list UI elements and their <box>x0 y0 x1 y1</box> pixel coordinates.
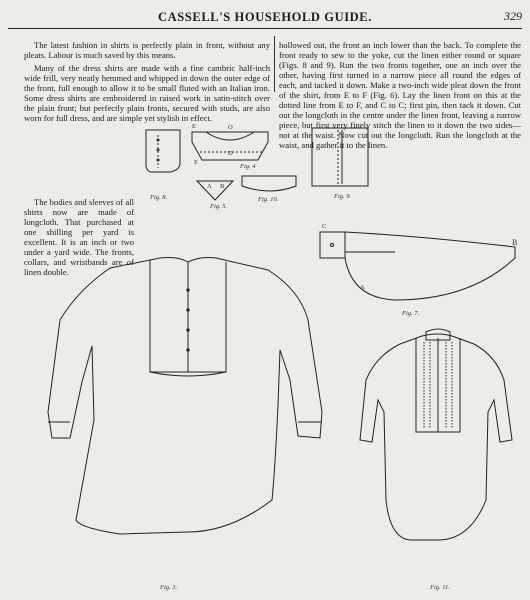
caption-fig4: Fig. 4 <box>240 163 256 170</box>
page-header-title: CASSELL'S HOUSEHOLD GUIDE. <box>158 10 372 24</box>
caption-fig5: Fig. 5. <box>210 203 228 210</box>
fig5-gusset <box>197 181 233 200</box>
diagram-letter: A <box>360 284 365 291</box>
diagram-letter: A <box>207 183 212 190</box>
caption-fig7: Fig. 7. <box>402 310 420 317</box>
paragraph: The bodies and sleeves of all shirts now are made of longcloth. That purchased at one shilling per yard is excellent. It is an inch or two under a yard wide. The fronts, collars, and wristbands are of linen double. <box>24 197 134 277</box>
paragraph: Many of the dress shirts are made with a fine cambric half-inch wide frill, very neatly hemmed and whipped in down the outer edge of the front, full enough to allow it to be small fluted with an Italian iron. Some dress shirts are embroidered in raised work in satin-stitch over the plain front; but perfectly plain fronts, secured with studs, are also worn for full dress, and are simple yet stylish in effect. <box>24 63 270 123</box>
paragraph: hollowed out, the front an inch lower than the back. To complete the front ready to sew to the yoke, cut the linen either round or square (Figs. 8 and 9). Run the two fronts together, one an inch over the other, having first turned in a narrow piece all round the edges of each, and tacked it down. Make a two-inch wide pleat down the front of the shirt, from E to F (Fig. 6). Lay the linen front on this at the dotted line from E to F, and C to C; first pin, then tack it down. Cut out the longcloth in the centre under the linen front, leaving a narrow piece, but first very finely stitch the linen to it down the two sides—not at the waist. Now cut out the longcloth. Run the longcloth at the waist, and gather it to the linen. <box>279 40 521 150</box>
paragraph: The latest fashion in shirts is perfectly plain in front, without any pleats. Labour is much saved by this means. <box>24 40 270 60</box>
fig7-sleeve <box>320 232 518 300</box>
diagram-letter: E <box>192 123 196 130</box>
diagram-letter: D <box>228 150 233 157</box>
caption-fig3: Fig. 3. <box>160 584 178 591</box>
fig11-shirt <box>360 329 512 540</box>
caption-fig9: Fig. 9. <box>334 193 352 200</box>
diagram-letter: B <box>512 238 518 247</box>
fig8-front-panel <box>146 130 180 172</box>
caption-fig8: Fig. 8. <box>150 194 168 201</box>
fig9-square-front <box>312 128 368 186</box>
diagram-letter: E <box>194 159 198 166</box>
diagram-letter: B <box>220 183 225 190</box>
fig3-shirt <box>48 258 322 535</box>
fig10-collar-band <box>242 176 296 191</box>
page-number: 329 <box>504 9 522 23</box>
caption-fig10: Fig. 10. <box>258 196 279 203</box>
diagram-letter: C <box>322 223 327 230</box>
diagram-letter: O <box>228 124 233 131</box>
caption-fig11: Fig. 11. <box>430 584 450 591</box>
